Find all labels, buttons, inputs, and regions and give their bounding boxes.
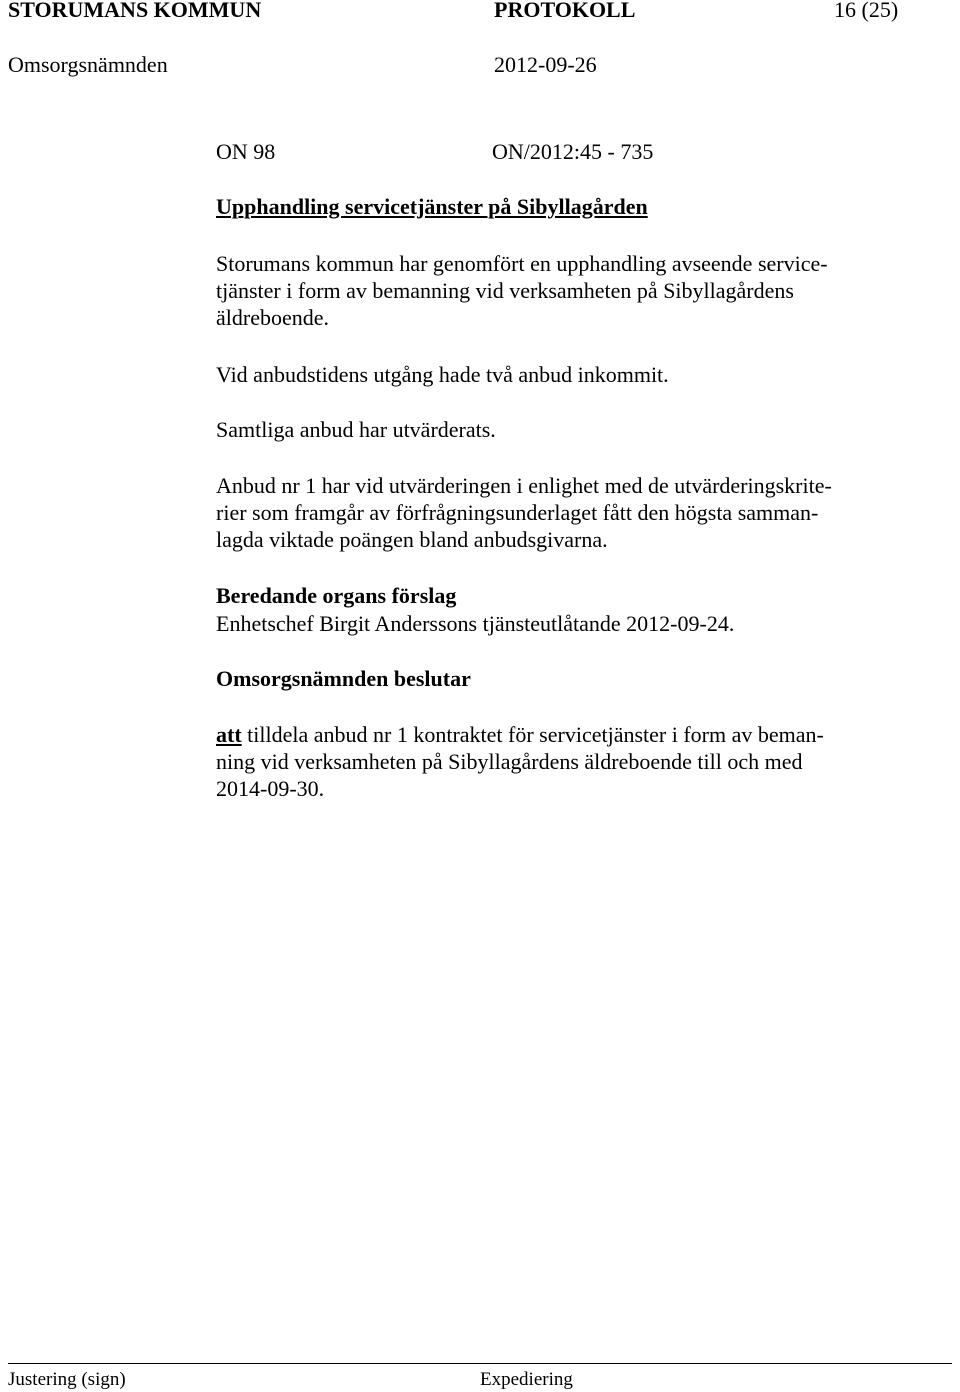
paragraph-line: lagda viktade poängen bland anbudsgivarna. [216,527,608,552]
footer-justering: Justering (sign) [8,1369,126,1390]
paragraph-line: äldreboende. [216,305,329,330]
paragraph-line: Storumans kommun har genomfört en upphandling avseende service- [216,251,828,276]
proposal-text: Enhetschef Birgit Anderssons tjänsteutlåtande 2012-09-24. [216,611,735,636]
case-number: ON 98 [216,139,276,164]
att-keyword: att [216,722,242,747]
decision-line: ning vid verksamheten på Sibyllagårdens äldreboende till och med [216,749,803,774]
footer-expediering: Expediering [480,1369,573,1390]
org-name: STORUMANS KOMMUN [8,0,262,22]
paragraph-bids-received: Vid anbudstidens utgång hade två anbud inkommit. [216,362,669,387]
decision-line-rest: tilldela anbud nr 1 kontraktet för servicetjänster i form av beman- [241,722,824,747]
decision-text [216,721,916,802]
paragraph-line: tjänster i form av bemanning vid verksamheten på Sibyllagårdens [216,278,794,303]
case-reference: ON/2012:45 - 735 [492,139,654,164]
document-type: PROTOKOLL [494,0,636,22]
decision-heading: Omsorgsnämnden beslutar [216,666,471,691]
paragraph-evaluated: Samtliga anbud har utvärderats. [216,417,496,442]
committee-name: Omsorgsnämnden [8,52,168,77]
footer-divider [8,1363,952,1364]
case-title: Upphandling servicetjänster på Sibyllagården [216,194,648,219]
paragraph-procurement [216,250,916,331]
paragraph-evaluation-result [216,472,916,553]
paragraph-line: Anbud nr 1 har vid utvärderingen i enlighet med de utvärderingskrite- [216,473,832,498]
proposal-heading: Beredande organs förslag [216,583,457,608]
page-number: 16 (25) [834,0,899,22]
decision-line [216,721,916,748]
meeting-date: 2012-09-26 [494,52,597,77]
paragraph-line: rier som framgår av förfrågningsunderlaget fått den högsta samman- [216,500,819,525]
decision-line: 2014-09-30. [216,776,325,801]
